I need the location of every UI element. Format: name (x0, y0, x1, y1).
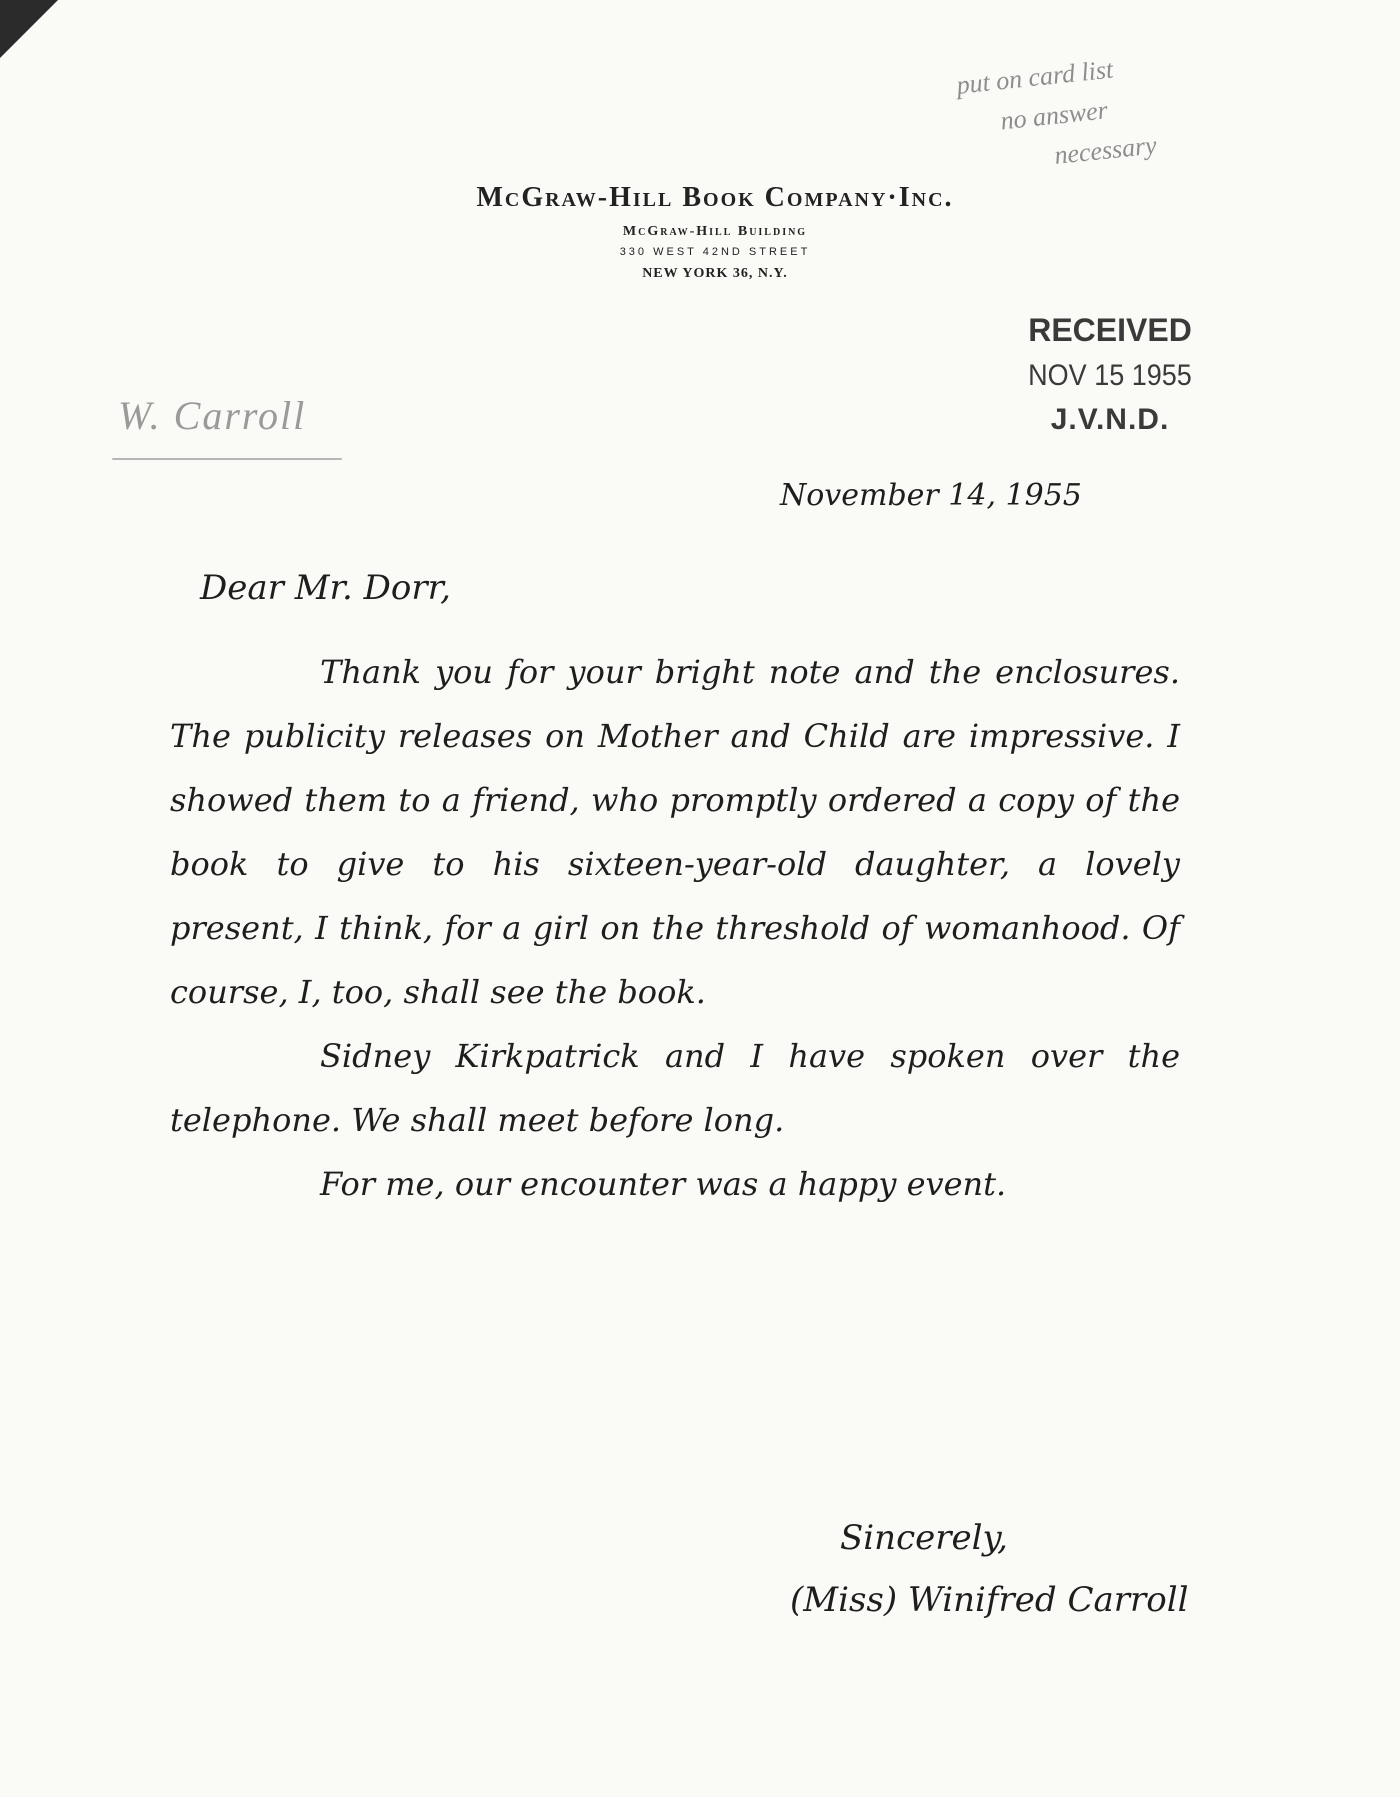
folded-corner (0, 0, 58, 58)
letterhead (330, 182, 1100, 282)
letterhead-city: NEW YORK 36, N.Y. (642, 266, 788, 281)
pencil-note-line: no answer (999, 95, 1110, 136)
pencil-note (955, 35, 1266, 186)
stamp-initials: J.V.N.D. (1050, 403, 1170, 436)
letterhead-building: McGraw-Hill Building (622, 224, 808, 239)
letter-paragraph: For me, our encounter was a happy event. (320, 1165, 1007, 1203)
pencil-note-line: put on card list (955, 54, 1115, 100)
letter-closing: Sincerely, (840, 1518, 1008, 1558)
stamp-date: NOV 15 1955 (1028, 359, 1192, 392)
received-stamp (990, 312, 1230, 437)
letter-paragraph: Sidney Kirkpatrick and I have spoken over the telephone. We shall meet before long. (170, 1037, 1180, 1139)
pencil-underline (112, 458, 342, 460)
pencil-name: W. Carroll (118, 393, 307, 438)
letter-body (170, 640, 1180, 1216)
letter-paragraph: Thank you for your bright note and the enclosures. The publicity releases on Mother and Child are impressive. I showed them to a friend, who promptly ordered a copy of the book to give to his sixteen-year-old daughter, a lovely present, I think, for a girl on the threshold of womanhood. Of course, I, too, shall see the book. (170, 653, 1180, 1011)
pencil-note-line: necessary (1052, 130, 1158, 170)
stamp-title: RECEIVED (1028, 312, 1192, 348)
letter-signature: (Miss) Winifred Carroll (790, 1580, 1189, 1620)
letterhead-street: 330 WEST 42ND STREET (619, 246, 811, 258)
letter-salutation: Dear Mr. Dorr, (200, 568, 451, 608)
letter-date: November 14, 1955 (780, 478, 1082, 513)
letterhead-company: McGraw-Hill Book Company·Inc. (476, 182, 954, 213)
